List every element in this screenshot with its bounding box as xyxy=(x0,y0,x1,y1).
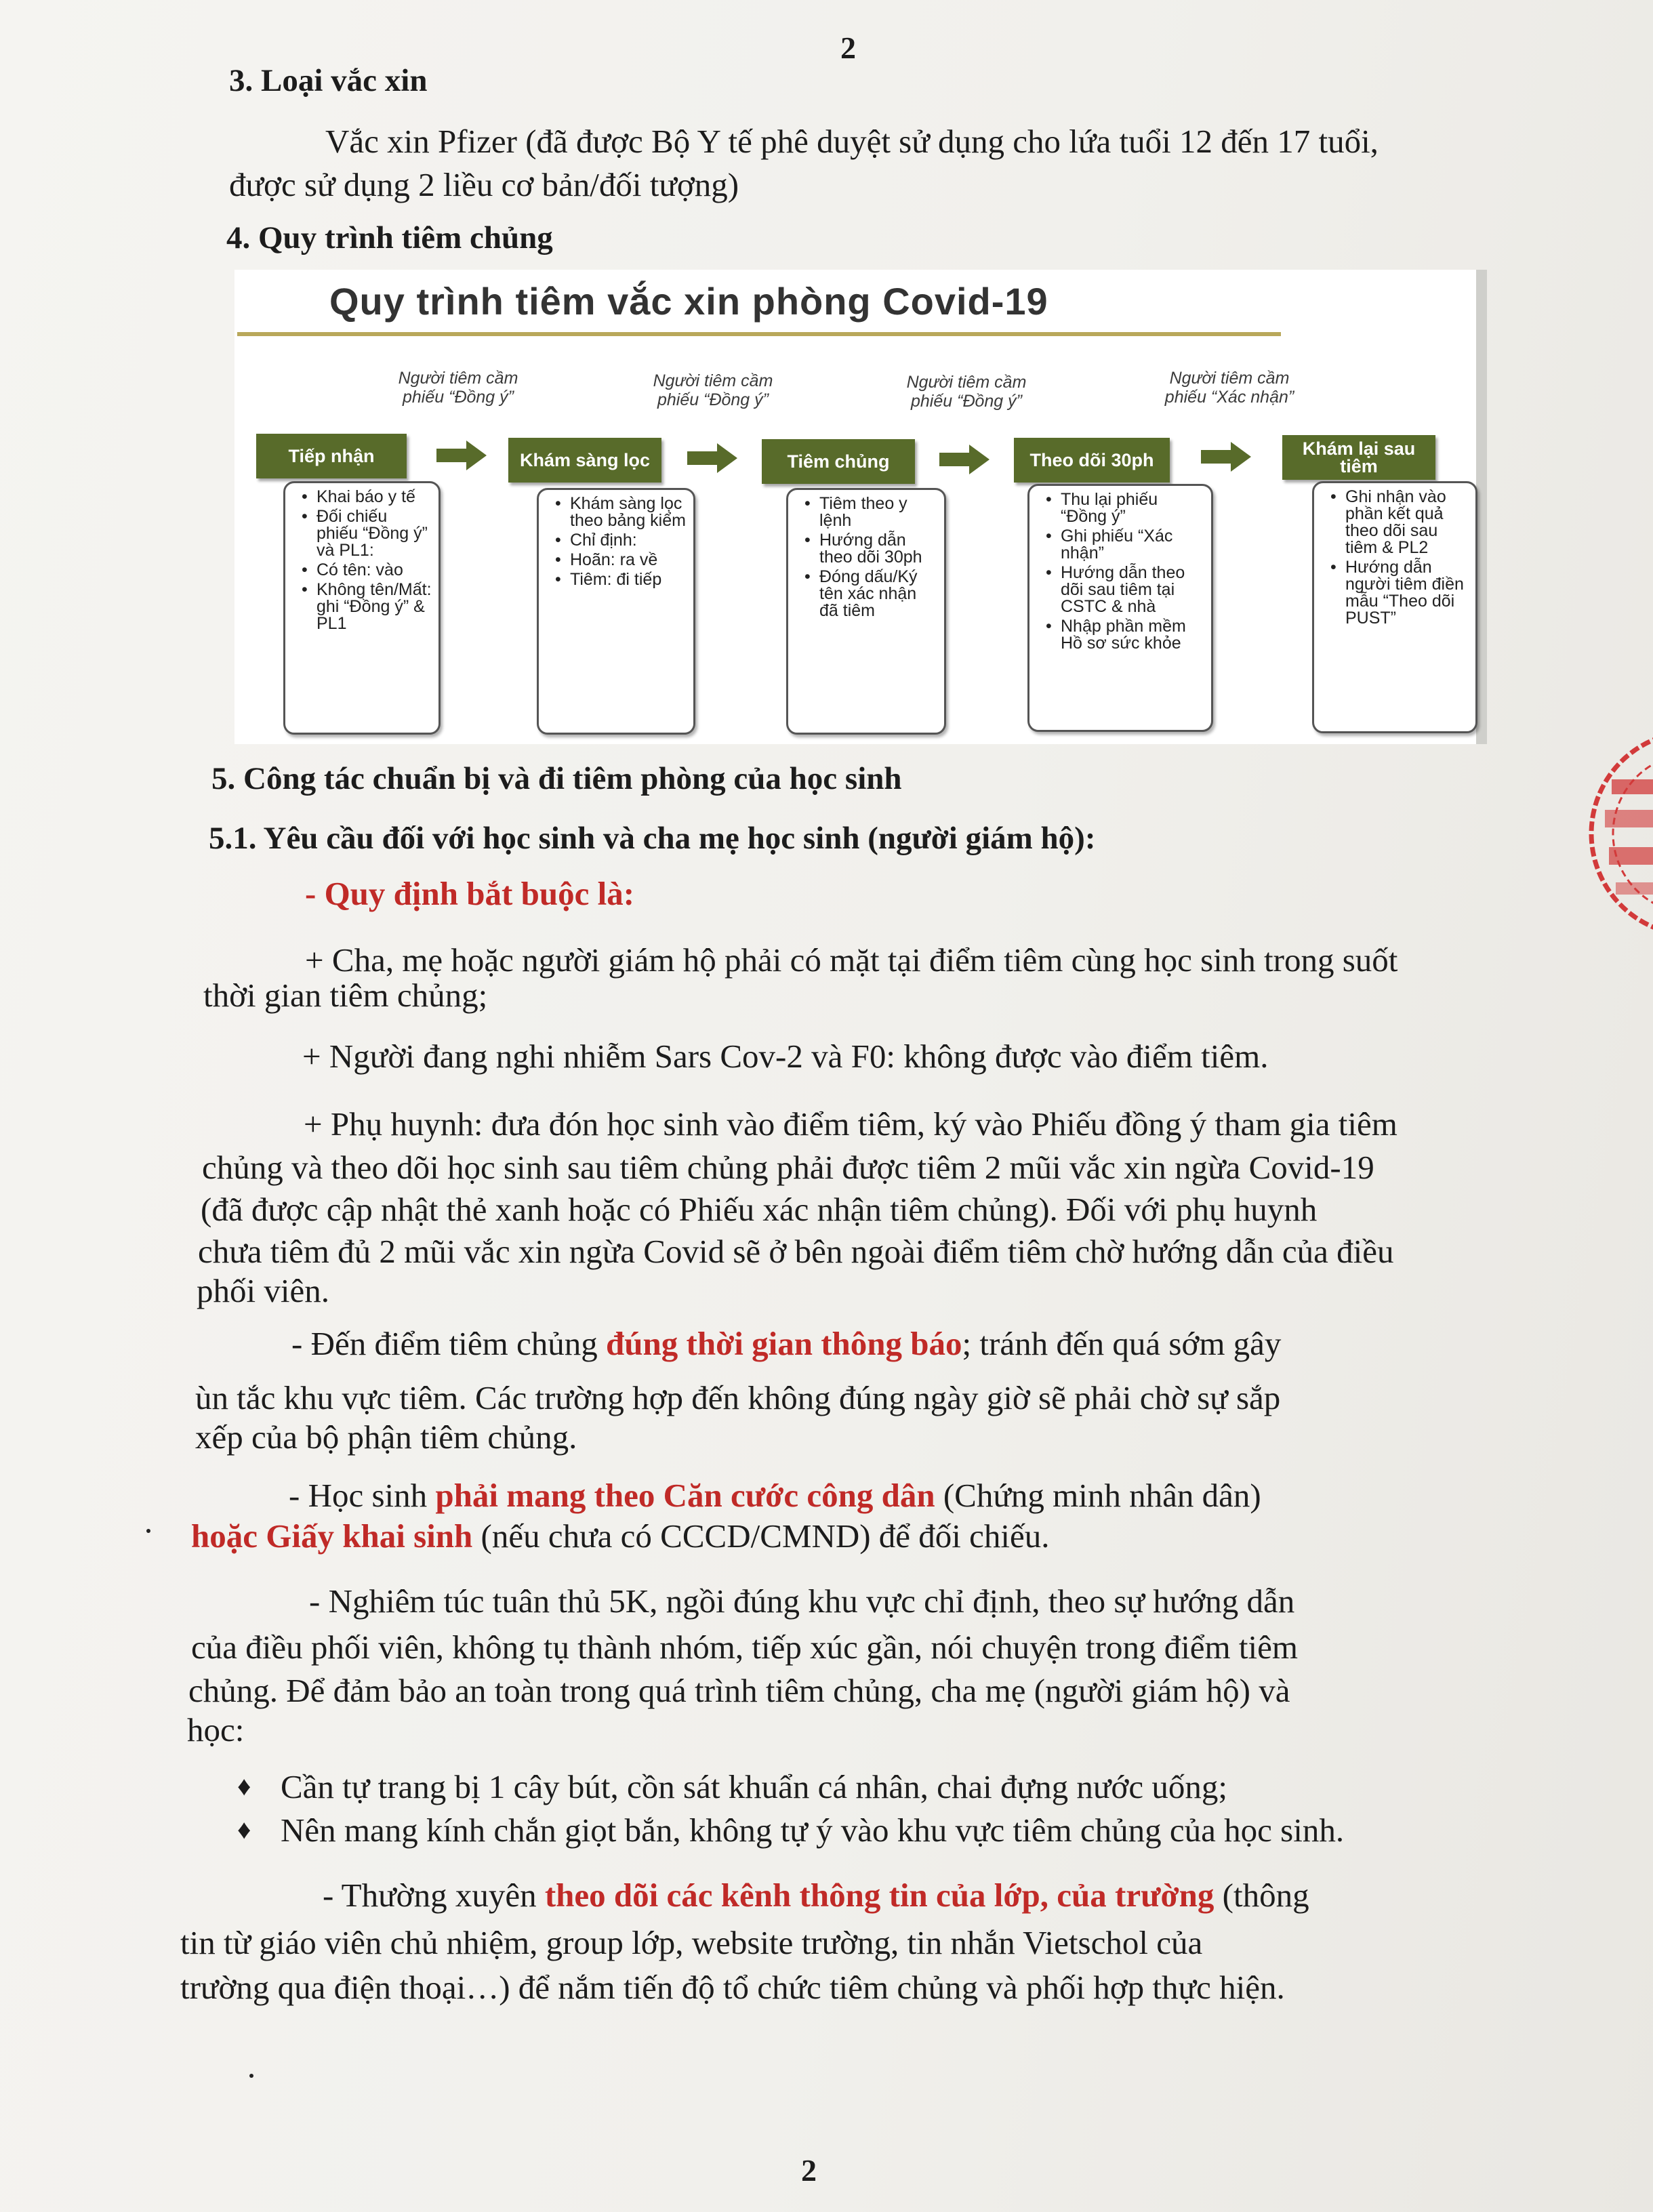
instruction-5k-line1: - Nghiêm túc tuân thủ 5K, ngồi đúng khu vực chỉ định, theo sự hướng dẫn xyxy=(309,1582,1295,1620)
step-reception: Tiếp nhận xyxy=(256,434,407,478)
note-step2-to-step3: Người tiêm cầm phiếu “Đồng ý” xyxy=(653,371,773,409)
stray-mark xyxy=(146,1529,150,1533)
instruction-5k-line3: chủng. Để đảm bảo an toàn trong quá trình tiêm chủng, cha mẹ (người giám hộ) và xyxy=(188,1672,1290,1709)
list-item: • Ghi phiếu “Xác nhận” xyxy=(1061,528,1204,562)
highlight-citizen-id: phải mang theo Căn cước công dân xyxy=(435,1477,935,1514)
list-item: • Chỉ định: xyxy=(570,532,687,549)
step-injection: Tiêm chủng xyxy=(762,439,915,484)
list-item: • Đối chiếu phiếu “Đồng ý” và PL1: xyxy=(317,508,432,559)
step-recheck-box xyxy=(1312,481,1477,733)
highlight-on-time: đúng thời gian thông báo xyxy=(606,1325,962,1362)
highlight-birth-certificate: hoặc Giấy khai sinh xyxy=(191,1517,473,1555)
mandatory-rules-heading: - Quy định bắt buộc là: xyxy=(305,875,635,912)
heading-requirements: 5.1. Yêu cầu đối với học sinh và cha mẹ học sinh (người giám hộ): xyxy=(209,821,1096,856)
list-item: • Khám sàng lọc theo bảng kiểm xyxy=(570,495,687,529)
step-monitoring: Theo dõi 30ph xyxy=(1014,438,1170,483)
list-item: • Hoãn: ra về xyxy=(570,552,687,569)
list-item: • Có tên: vào xyxy=(317,562,432,579)
heading-vaccination-process: 4. Quy trình tiêm chủng xyxy=(226,220,553,255)
instruction-arrival-line2: ùn tắc khu vực tiêm. Các trường hợp đến không đúng ngày giờ sẽ phải chờ sự sắp xyxy=(195,1379,1281,1416)
list-item: • Khai báo y tế xyxy=(317,489,432,506)
diagram-title: Quy trình tiêm vắc xin phòng Covid-19 xyxy=(329,280,1048,323)
arrow-right-icon xyxy=(687,443,737,473)
instruction-id-line2: hoặc Giấy khai sinh (nếu chưa có CCCD/CMND) để đối chiếu. xyxy=(191,1517,1050,1555)
diagram-edge xyxy=(1476,270,1487,744)
step-screening-box xyxy=(537,488,695,735)
red-stamp-seal xyxy=(1585,698,1653,969)
diagram-title-rule xyxy=(237,332,1281,336)
instruction-arrival-line3: xếp của bộ phận tiêm chủng. xyxy=(195,1418,577,1456)
instruction-follow-info-line3: trường qua điện thoại…) để nắm tiến độ tổ chức tiêm chủng và phối hợp thực hiện. xyxy=(180,1969,1285,2006)
list-item: • Tiêm theo y lệnh xyxy=(819,495,937,529)
list-item: • Nhập phần mềm Hồ sơ sức khỏe xyxy=(1061,618,1204,652)
note-step1-to-step2: Người tiêm cầm phiếu “Đồng ý” xyxy=(398,369,518,407)
arrow-right-icon xyxy=(1201,442,1251,472)
instruction-id-line1: - Học sinh phải mang theo Căn cước công dân (Chứng minh nhân dân) xyxy=(289,1477,1261,1514)
rule-parents-line1: + Phụ huynh: đưa đón học sinh vào điểm tiêm, ký vào Phiếu đồng ý tham gia tiêm xyxy=(304,1105,1397,1143)
rule-parents-line4: chưa tiêm đủ 2 mũi vắc xin ngừa Covid sẽ ở bên ngoài điểm tiêm chờ hướng dẫn của điều xyxy=(198,1233,1394,1270)
instruction-5k-line4: học: xyxy=(187,1711,245,1748)
list-item: • Hướng dẫn theo dõi sau tiêm tại CSTC & nhà xyxy=(1061,565,1204,615)
rule-parents-line2: chủng và theo dõi học sinh sau tiêm chủng phải được tiêm 2 mũi vắc xin ngừa Covid-19 xyxy=(202,1149,1374,1186)
list-item: • Thu lại phiếu “Đồng ý” xyxy=(1061,491,1204,525)
step-recheck: Khám lại sau tiêm xyxy=(1282,435,1435,480)
heading-preparation: 5. Công tác chuẩn bị và đi tiêm phòng của học sinh xyxy=(211,761,902,796)
step-injection-box xyxy=(786,488,946,735)
rule-suspected-cases: + Người đang nghi nhiễm Sars Cov-2 và F0: không được vào điểm tiêm. xyxy=(302,1038,1269,1075)
list-item: • Không tên/Mất: ghi “Đồng ý” & PL1 xyxy=(317,581,432,632)
list-item: • Hướng dẫn theo dõi 30ph xyxy=(819,532,937,566)
process-diagram xyxy=(234,270,1487,744)
paragraph-vaccine-line2: được sử dụng 2 liều cơ bản/đối tượng) xyxy=(229,166,739,203)
note-step3-to-step4: Người tiêm cầm phiếu “Đồng ý” xyxy=(906,373,1027,411)
arrow-right-icon xyxy=(939,445,989,474)
step-reception-box xyxy=(283,481,441,735)
arrow-right-icon xyxy=(436,441,487,470)
list-item: • Tiêm: đi tiếp xyxy=(570,571,687,588)
bullet-item: Cần tự trang bị 1 cây bút, cồn sát khuẩn cá nhân, chai đựng nước uống; xyxy=(281,1768,1227,1805)
page-number-top: 2 xyxy=(840,30,856,65)
heading-vaccine-type: 3. Loại vắc xin xyxy=(229,63,428,98)
step-screening: Khám sàng lọc xyxy=(508,438,661,483)
rule-guardian-present-line1: + Cha, mẹ hoặc người giám hộ phải có mặt tại điểm tiêm cùng học sinh trong suốt xyxy=(305,941,1398,979)
step-monitoring-box xyxy=(1027,484,1213,732)
rule-guardian-present-line2: thời gian tiêm chủng; xyxy=(203,977,488,1014)
list-item: • Hướng dẫn người tiêm điền mẫu “Theo dõi PUST” xyxy=(1345,559,1469,627)
diamond-bullet-icon: ♦ xyxy=(237,1814,251,1845)
diamond-bullet-icon: ♦ xyxy=(237,1771,251,1801)
stray-mark xyxy=(249,2074,253,2078)
instruction-5k-line2: của điều phối viên, không tụ thành nhóm, tiếp xúc gần, nói chuyện trong điểm tiêm xyxy=(191,1629,1299,1666)
list-item: • Ghi nhận vào phần kết quả theo dõi sau tiêm & PL2 xyxy=(1345,489,1469,556)
instruction-follow-info-line2: tin từ giáo viên chủ nhiệm, group lớp, website trường, tin nhắn Vietschol của xyxy=(180,1924,1203,1961)
page-number-bottom: 2 xyxy=(801,2153,817,2188)
list-item: • Đóng dấu/Ký tên xác nhận đã tiêm xyxy=(819,569,937,619)
bullet-item: Nên mang kính chắn giọt bắn, không tự ý vào khu vực tiêm chủng của học sinh. xyxy=(281,1811,1345,1849)
highlight-info-channels: theo dõi các kênh thông tin của lớp, của trường xyxy=(544,1877,1215,1914)
note-step4-to-step5: Người tiêm cầm phiếu “Xác nhận” xyxy=(1164,369,1294,407)
instruction-arrival-line1: - Đến điểm tiêm chủng đúng thời gian thông báo; tránh đến quá sớm gây xyxy=(291,1325,1282,1362)
instruction-follow-info-line1: - Thường xuyên theo dõi các kênh thông tin của lớp, của trường (thông xyxy=(323,1877,1309,1914)
paragraph-vaccine-line1: Vắc xin Pfizer (đã được Bộ Y tế phê duyệt sử dụng cho lứa tuổi 12 đến 17 tuổi, xyxy=(325,123,1379,160)
rule-parents-line3: (đã được cập nhật thẻ xanh hoặc có Phiếu xác nhận tiêm chủng). Đối với phụ huynh xyxy=(201,1191,1318,1228)
rule-parents-line5: phối viên. xyxy=(197,1272,329,1309)
